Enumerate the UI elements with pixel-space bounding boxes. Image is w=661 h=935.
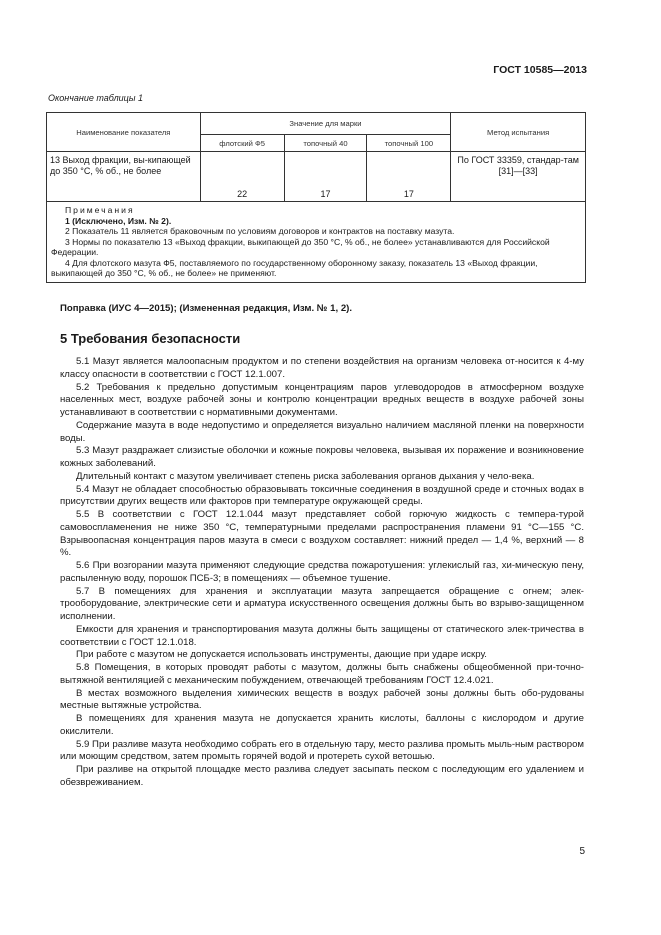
data-table <box>46 112 586 283</box>
row-method: По ГОСТ 33359, стандар-там [31]—[33] <box>451 152 586 202</box>
paragraph: 5.5 В соответствии с ГОСТ 12.1.044 мазут представляет собой горючую жидкость с темпера-турой самовоспламенения не ниже 350 °С, температурными пределами распространения пламени 91 °С—155 °С. Взрывоопасная концентрация паров мазута в смеси с воздухом составляет: нижний предел — 1,4 %, верхний — 8 %. <box>60 509 584 559</box>
paragraph: Емкости для хранения и транспортирования мазута должны быть защищены от статического элек-тричества в соответствии с ГОСТ 12.1.018. <box>60 623 584 648</box>
paragraph: 5.1 Мазут является малоопасным продуктом и по степени воздействия на организм человека от-носится к 4-му классу опасности в соответствии с ГОСТ 12.1.007. <box>60 356 584 380</box>
paragraph: 5.8 Помещения, в которых проводят работы с мазутом, должны быть снабжены общеобменной при-точно-вытяжной вентиляцией с механическим побуждением, отвечающей требованиям ГОСТ 12.4.021. <box>60 662 584 686</box>
table-caption: Окончание таблицы 1 <box>48 93 143 103</box>
note-item: 4 Для флотского мазута Ф5, поставляемого по государственному оборонному заказу, показатель 13 «Выход фракции, выкипающей до 350 °С, % об., не более» не применяют. <box>51 257 538 278</box>
col-header-method: Метод испытания <box>451 113 586 152</box>
note-item: 2 Показатель 11 является браковочным по условиям договоров и контрактов на поставку мазута. <box>65 226 455 236</box>
section-title: 5 Требования безопасности <box>60 331 241 346</box>
note-item: 3 Нормы по показателю 13 «Выход фракции, выкипающей до 350 °С, % об., не более» устанавливаются для Российской Федерации. <box>51 236 550 257</box>
row-name: 13 Выход фракции, вы-кипающей до 350 °С, % об., не более <box>47 152 201 202</box>
page-number: 5 <box>579 846 585 857</box>
paragraph: Длительный контакт с мазутом увеличивает степень риска заболевания органов дыхания у чело-века. <box>76 470 535 482</box>
paragraph: 5.2 Требования к предельно допустимым концентрациям паров углеводородов в атмосферном воздухе населенных мест, воздухе рабочей зоны и контролю концентрации вредных веществ в воздухе рабочей зоны устанавливают в соответствии с нормативными документами. <box>60 381 584 418</box>
paragraph: В местах возможного выделения химических веществ в воздух рабочей зоны должны быть обо-рудованы местные вытяжные устройства. <box>60 687 584 712</box>
note-item: 1 (Исключено, Изм. № 2). <box>65 215 172 226</box>
row-value: 17 <box>284 152 367 202</box>
col-header-name: Наименование показателя <box>47 113 201 152</box>
paragraph: При работе с мазутом не допускается использовать инструменты, дающие при ударе искру. <box>76 649 487 661</box>
paragraph: 5.9 При разливе мазута необходимо собрать его в отдельную тару, место разлива промыть мыль-ным раствором или моющим средством, затем промыть горячей водой и протереть сухой ветошью. <box>60 738 584 763</box>
paragraph: 5.4 Мазут не обладает способностью образовывать токсичные соединения в воздушной среде и сточных водах в присутствии других веществ или факторов при температуре окружающей среды. <box>60 483 584 508</box>
amendment-note: Поправка (ИУС 4—2015); (Измененная редакция, Изм. № 1, 2). <box>60 303 353 314</box>
row-value: 17 <box>367 152 451 202</box>
paragraph: При разливе на открытой площадке место разлива следует засыпать песком с последующим его удалением и обезвреживанием. <box>60 764 584 788</box>
col-header-group: Значение для марки <box>200 113 451 135</box>
subcol-header: топочный 100 <box>367 135 451 152</box>
paragraph: 5.7 В помещениях для хранения и эксплуатации мазута запрещается обращение с огнем; элек-трооборудование, электрические сети и арматура искусственного освещения должны быть во взрыво-защищенном исполнении. <box>60 585 584 622</box>
notes-title: Примечания <box>65 205 135 215</box>
subcol-header: топочный 40 <box>284 135 367 152</box>
row-value: 22 <box>200 152 284 202</box>
paragraph: 5.3 Мазут раздражает слизистые оболочки и кожные покровы человека, вызывая их поражение и возникновение кожных заболеваний. <box>60 445 584 469</box>
document-id: ГОСТ 10585—2013 <box>493 64 587 76</box>
table-row <box>47 152 586 202</box>
section-body <box>60 356 584 790</box>
table-notes <box>47 202 586 283</box>
subcol-header: флотский Ф5 <box>200 135 284 152</box>
paragraph: 5.6 При возгорании мазута применяют следующие средства пожаротушения: углекислый газ, хи-мическую пену, распыленную воду, порошок ПСБ-3; в помещениях — объемное тушение. <box>60 560 584 584</box>
paragraph: Содержание мазута в воде недопустимо и определяется визуально наличием масляной пленки на поверхности воды. <box>60 419 584 444</box>
paragraph: В помещениях для хранения мазута не допускается хранить кислоты, баллоны с кислородом и другие окислители. <box>60 713 584 737</box>
